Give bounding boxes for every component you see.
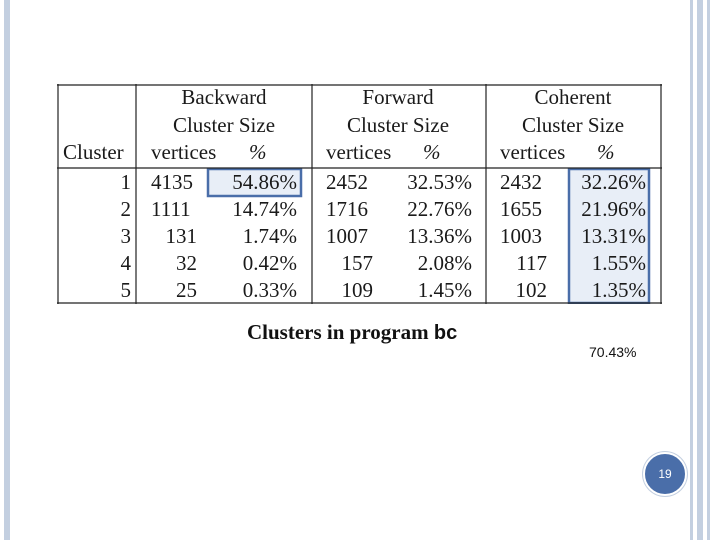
row-cluster-id: 2 <box>120 197 131 221</box>
row-forward-vertices: 1007 <box>326 224 368 248</box>
coherent-subheader: Cluster Size <box>521 113 625 137</box>
coherent-header: Coherent <box>534 85 612 109</box>
caption-program-name: bc <box>433 322 458 344</box>
row-coherent-vertices: 2432 <box>500 170 542 194</box>
forward-percent-header: % <box>423 140 441 164</box>
clusters-table <box>57 84 662 304</box>
row-backward-percent: 0.42% <box>242 251 297 275</box>
backward-header: Backward <box>181 85 267 109</box>
backward-vertices-header: vertices <box>151 140 217 164</box>
coherent-percent-header: % <box>597 140 615 164</box>
slide-frame-right <box>697 0 703 540</box>
row-backward-percent: 14.74% <box>232 197 297 221</box>
row-coherent-percent: 13.31% <box>581 224 646 248</box>
page-number-badge: 19 <box>643 452 687 496</box>
table-caption <box>247 320 457 345</box>
forward-vertices-header: vertices <box>326 140 392 164</box>
row-forward-percent: 32.53% <box>407 170 472 194</box>
row-cluster-id: 5 <box>120 278 131 302</box>
row-coherent-percent: 1.55% <box>591 251 646 275</box>
backward-subheader: Cluster Size <box>172 113 276 137</box>
row-coherent-vertices: 1655 <box>500 197 542 221</box>
row-coherent-vertices: 102 <box>515 278 547 302</box>
row-backward-vertices: 4135 <box>151 170 193 194</box>
row-forward-vertices: 157 <box>341 251 373 275</box>
row-backward-vertices: 32 <box>176 251 197 275</box>
row-forward-percent: 22.76% <box>407 197 472 221</box>
cluster-column-header: Cluster <box>63 140 124 164</box>
row-coherent-percent: 1.35% <box>591 278 646 302</box>
forward-header: Forward <box>362 85 434 109</box>
row-coherent-vertices: 117 <box>516 251 547 275</box>
row-coherent-percent: 21.96% <box>581 197 646 221</box>
row-forward-percent: 2.08% <box>417 251 472 275</box>
row-coherent-vertices: 1003 <box>500 224 542 248</box>
row-backward-percent: 1.74% <box>242 224 297 248</box>
row-coherent-percent: 32.26% <box>581 170 646 194</box>
row-cluster-id: 4 <box>120 251 131 275</box>
row-backward-vertices: 1111 <box>151 197 191 221</box>
slide-frame-right <box>690 0 693 540</box>
row-forward-percent: 13.36% <box>407 224 472 248</box>
row-forward-percent: 1.45% <box>417 278 472 302</box>
coherent-sum-note: 70.43% <box>589 344 637 360</box>
forward-subheader: Cluster Size <box>346 113 450 137</box>
caption-text: Clusters in program <box>247 320 434 344</box>
row-backward-percent: 54.86% <box>232 170 297 194</box>
row-cluster-id: 1 <box>120 170 131 194</box>
coherent-vertices-header: vertices <box>500 140 566 164</box>
slide-frame-right <box>707 0 710 540</box>
row-cluster-id: 3 <box>120 224 131 248</box>
row-forward-vertices: 109 <box>341 278 373 302</box>
row-backward-vertices: 131 <box>165 224 197 248</box>
row-backward-vertices: 25 <box>176 278 197 302</box>
row-forward-vertices: 2452 <box>326 170 368 194</box>
row-forward-vertices: 1716 <box>326 197 368 221</box>
slide-frame-left <box>4 0 10 540</box>
backward-percent-header: % <box>249 140 267 164</box>
row-backward-percent: 0.33% <box>242 278 297 302</box>
